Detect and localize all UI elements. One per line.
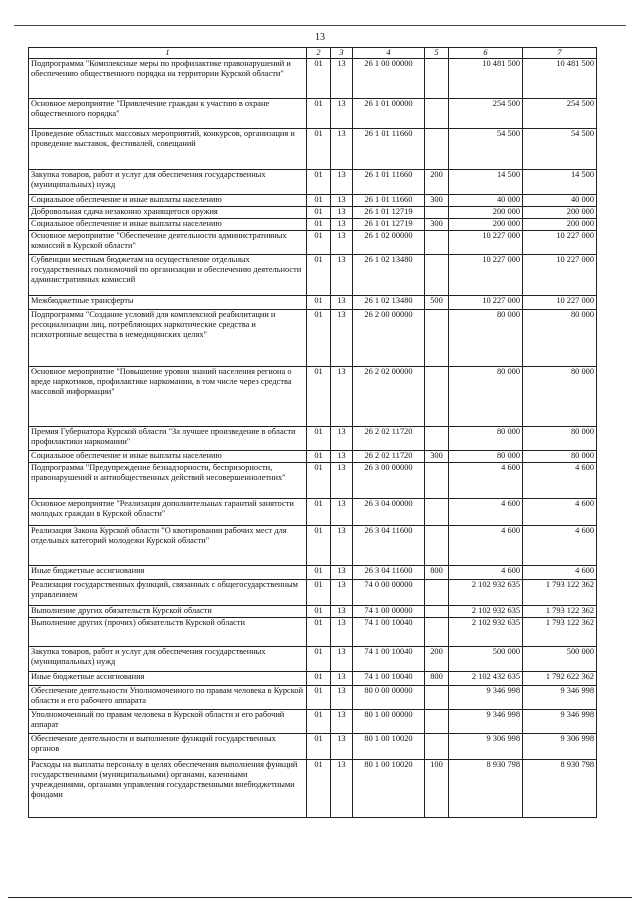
row-name: Субвенции местным бюджетам на осуществление отдельных государственных полномочий по организации и обеспечению деятельности административных комиссий bbox=[29, 255, 307, 296]
row-amount-year1: 40 000 bbox=[449, 195, 523, 207]
row-section: 01 bbox=[307, 195, 331, 207]
row-amount-year1: 4 600 bbox=[449, 499, 523, 526]
row-name: Социальное обеспечение и иные выплаты населению bbox=[29, 195, 307, 207]
row-amount-year1: 10 481 500 bbox=[449, 59, 523, 99]
row-target-code: 26 2 00 00000 bbox=[353, 310, 425, 367]
row-amount-year2: 40 000 bbox=[523, 195, 597, 207]
row-target-code: 26 1 02 13480 bbox=[353, 296, 425, 310]
row-target-code: 80 1 00 10020 bbox=[353, 734, 425, 760]
row-name: Обеспечение деятельности Уполномоченного по правам человека в Курской области и его рабочего аппарата bbox=[29, 686, 307, 710]
row-expense-type bbox=[425, 427, 449, 451]
table-header-row bbox=[29, 48, 597, 59]
row-target-code: 26 1 02 00000 bbox=[353, 231, 425, 255]
row-name: Социальное обеспечение и иные выплаты населению bbox=[29, 451, 307, 463]
row-amount-year2: 10 481 500 bbox=[523, 59, 597, 99]
top-rule bbox=[14, 25, 626, 26]
row-expense-type: 500 bbox=[425, 296, 449, 310]
row-name: Подпрограмма "Создание условий для комплексной реабилитации и ресоциализации лиц, потребляющих наркотические средства и психотропные вещества в немедицинских целях" bbox=[29, 310, 307, 367]
table-row bbox=[29, 686, 597, 710]
row-subsection: 13 bbox=[331, 195, 353, 207]
row-expense-type: 200 bbox=[425, 647, 449, 672]
row-amount-year2: 80 000 bbox=[523, 451, 597, 463]
row-amount-year2: 500 000 bbox=[523, 647, 597, 672]
row-section: 01 bbox=[307, 427, 331, 451]
row-amount-year1: 200 000 bbox=[449, 219, 523, 231]
row-name: Основное мероприятие "Реализация дополнительных гарантий занятости молодых граждан в Курской области" bbox=[29, 499, 307, 526]
row-target-code: 26 1 01 12719 bbox=[353, 219, 425, 231]
table-row bbox=[29, 647, 597, 672]
row-amount-year2: 1 793 122 362 bbox=[523, 606, 597, 618]
row-target-code: 26 1 01 12719 bbox=[353, 207, 425, 219]
row-section: 01 bbox=[307, 672, 331, 686]
row-amount-year2: 254 500 bbox=[523, 99, 597, 129]
row-amount-year1: 80 000 bbox=[449, 451, 523, 463]
row-subsection: 13 bbox=[331, 686, 353, 710]
row-subsection: 13 bbox=[331, 618, 353, 647]
row-expense-type bbox=[425, 580, 449, 606]
row-target-code: 26 3 00 00000 bbox=[353, 463, 425, 499]
row-section: 01 bbox=[307, 451, 331, 463]
row-expense-type bbox=[425, 686, 449, 710]
row-target-code: 74 0 00 00000 bbox=[353, 580, 425, 606]
row-subsection: 13 bbox=[331, 672, 353, 686]
row-name: Проведение областных массовых мероприятий, конкурсов, организация и проведение выставок, фестивалей, совещаний bbox=[29, 129, 307, 170]
row-expense-type: 100 bbox=[425, 760, 449, 818]
row-subsection: 13 bbox=[331, 710, 353, 734]
row-amount-year1: 9 346 998 bbox=[449, 686, 523, 710]
row-name: Основное мероприятие "Привлечение граждан к участию в охране общественного порядка" bbox=[29, 99, 307, 129]
header-col-4: 4 bbox=[353, 48, 425, 59]
row-subsection: 13 bbox=[331, 255, 353, 296]
row-expense-type bbox=[425, 710, 449, 734]
row-amount-year1: 80 000 bbox=[449, 310, 523, 367]
header-col-1: 1 bbox=[29, 48, 307, 59]
row-section: 01 bbox=[307, 463, 331, 499]
row-target-code: 80 1 00 00000 bbox=[353, 710, 425, 734]
budget-table bbox=[28, 47, 597, 818]
row-subsection: 13 bbox=[331, 580, 353, 606]
row-subsection: 13 bbox=[331, 207, 353, 219]
row-amount-year2: 4 600 bbox=[523, 463, 597, 499]
row-section: 01 bbox=[307, 59, 331, 99]
table-row bbox=[29, 310, 597, 367]
row-subsection: 13 bbox=[331, 499, 353, 526]
row-section: 01 bbox=[307, 580, 331, 606]
row-subsection: 13 bbox=[331, 231, 353, 255]
row-amount-year2: 1 793 122 362 bbox=[523, 580, 597, 606]
row-subsection: 13 bbox=[331, 566, 353, 580]
row-amount-year2: 4 600 bbox=[523, 499, 597, 526]
table-row bbox=[29, 296, 597, 310]
table-row bbox=[29, 231, 597, 255]
table-row bbox=[29, 59, 597, 99]
row-subsection: 13 bbox=[331, 427, 353, 451]
table-row bbox=[29, 255, 597, 296]
row-expense-type: 800 bbox=[425, 566, 449, 580]
row-section: 01 bbox=[307, 647, 331, 672]
row-amount-year2: 80 000 bbox=[523, 367, 597, 427]
row-expense-type: 300 bbox=[425, 451, 449, 463]
row-target-code: 74 1 00 10040 bbox=[353, 672, 425, 686]
row-amount-year2: 10 227 000 bbox=[523, 255, 597, 296]
row-section: 01 bbox=[307, 99, 331, 129]
row-name: Выполнение других (прочих) обязательств Курской области bbox=[29, 618, 307, 647]
row-section: 01 bbox=[307, 170, 331, 195]
row-expense-type bbox=[425, 367, 449, 427]
row-target-code: 26 1 01 11660 bbox=[353, 170, 425, 195]
row-expense-type bbox=[425, 606, 449, 618]
row-amount-year1: 200 000 bbox=[449, 207, 523, 219]
row-target-code: 26 1 01 11660 bbox=[353, 195, 425, 207]
row-expense-type: 200 bbox=[425, 170, 449, 195]
row-target-code: 26 1 01 00000 bbox=[353, 99, 425, 129]
row-subsection: 13 bbox=[331, 463, 353, 499]
row-amount-year2: 9 346 998 bbox=[523, 686, 597, 710]
row-section: 01 bbox=[307, 499, 331, 526]
row-subsection: 13 bbox=[331, 310, 353, 367]
row-expense-type bbox=[425, 734, 449, 760]
row-amount-year2: 9 346 998 bbox=[523, 710, 597, 734]
table-row bbox=[29, 672, 597, 686]
table-row bbox=[29, 618, 597, 647]
table-row bbox=[29, 195, 597, 207]
row-name: Подпрограмма "Предупреждение безнадзорности, беспризорности, правонарушений и антиобщественных действий несовершеннолетних" bbox=[29, 463, 307, 499]
row-target-code: 80 1 00 10020 bbox=[353, 760, 425, 818]
row-name: Закупка товаров, работ и услуг для обеспечения государственных (муниципальных) нужд bbox=[29, 647, 307, 672]
row-expense-type bbox=[425, 129, 449, 170]
row-expense-type bbox=[425, 231, 449, 255]
row-amount-year2: 200 000 bbox=[523, 207, 597, 219]
row-section: 01 bbox=[307, 207, 331, 219]
header-col-7: 7 bbox=[523, 48, 597, 59]
row-expense-type bbox=[425, 618, 449, 647]
row-amount-year1: 10 227 000 bbox=[449, 231, 523, 255]
row-name: Выполнение других обязательств Курской области bbox=[29, 606, 307, 618]
row-name: Социальное обеспечение и иные выплаты населению bbox=[29, 219, 307, 231]
row-target-code: 26 1 02 13480 bbox=[353, 255, 425, 296]
row-target-code: 74 1 00 00000 bbox=[353, 606, 425, 618]
table-row bbox=[29, 367, 597, 427]
row-amount-year1: 2 102 932 635 bbox=[449, 618, 523, 647]
row-amount-year1: 14 500 bbox=[449, 170, 523, 195]
row-expense-type bbox=[425, 255, 449, 296]
row-amount-year1: 10 227 000 bbox=[449, 296, 523, 310]
row-subsection: 13 bbox=[331, 219, 353, 231]
table-row bbox=[29, 219, 597, 231]
row-subsection: 13 bbox=[331, 647, 353, 672]
row-amount-year1: 254 500 bbox=[449, 99, 523, 129]
row-section: 01 bbox=[307, 231, 331, 255]
row-amount-year2: 10 227 000 bbox=[523, 296, 597, 310]
row-expense-type bbox=[425, 99, 449, 129]
row-target-code: 26 3 04 11600 bbox=[353, 566, 425, 580]
row-expense-type bbox=[425, 499, 449, 526]
row-name: Основное мероприятие "Повышение уровня знаний населения региона о вреде наркотиков, профилактике наркомании, в том числе через средства массовой информации" bbox=[29, 367, 307, 427]
row-name: Добровольная сдача незаконно хранящегося оружия bbox=[29, 207, 307, 219]
row-amount-year1: 2 102 932 635 bbox=[449, 606, 523, 618]
row-subsection: 13 bbox=[331, 59, 353, 99]
row-name: Уполномоченный по правам человека в Курской области и его рабочий аппарат bbox=[29, 710, 307, 734]
row-amount-year1: 8 930 798 bbox=[449, 760, 523, 818]
row-expense-type: 800 bbox=[425, 672, 449, 686]
header-col-3: 3 bbox=[331, 48, 353, 59]
row-name: Реализация Закона Курской области "О квотировании рабочих мест для отдельных категорий молодежи Курской области" bbox=[29, 526, 307, 566]
row-amount-year2: 14 500 bbox=[523, 170, 597, 195]
row-amount-year1: 4 600 bbox=[449, 463, 523, 499]
row-amount-year1: 80 000 bbox=[449, 427, 523, 451]
table-row bbox=[29, 580, 597, 606]
row-name: Основное мероприятие "Обеспечение деятельности административных комиссий в Курской области" bbox=[29, 231, 307, 255]
row-target-code: 74 1 00 10040 bbox=[353, 647, 425, 672]
row-amount-year2: 1 793 122 362 bbox=[523, 618, 597, 647]
page-number: 13 bbox=[315, 32, 325, 43]
row-amount-year2: 80 000 bbox=[523, 310, 597, 367]
row-name: Премия Губернатора Курской области "За лучшее произведение в области профилактики наркомании" bbox=[29, 427, 307, 451]
row-subsection: 13 bbox=[331, 129, 353, 170]
table-row bbox=[29, 566, 597, 580]
header-col-6: 6 bbox=[449, 48, 523, 59]
row-target-code: 74 1 00 10040 bbox=[353, 618, 425, 647]
row-section: 01 bbox=[307, 310, 331, 367]
row-expense-type bbox=[425, 526, 449, 566]
row-name: Межбюджетные трансферты bbox=[29, 296, 307, 310]
header-col-2: 2 bbox=[307, 48, 331, 59]
row-name: Иные бюджетные ассигнования bbox=[29, 672, 307, 686]
row-section: 01 bbox=[307, 129, 331, 170]
row-amount-year1: 500 000 bbox=[449, 647, 523, 672]
table-body bbox=[29, 59, 597, 818]
row-name: Подпрограмма "Комплексные меры по профилактике правонарушений и обеспечению общественного порядка на территории Курской области" bbox=[29, 59, 307, 99]
row-section: 01 bbox=[307, 219, 331, 231]
table-row bbox=[29, 99, 597, 129]
row-section: 01 bbox=[307, 760, 331, 818]
table-row bbox=[29, 526, 597, 566]
row-target-code: 26 3 04 11600 bbox=[353, 526, 425, 566]
row-section: 01 bbox=[307, 566, 331, 580]
row-section: 01 bbox=[307, 367, 331, 427]
row-section: 01 bbox=[307, 296, 331, 310]
bottom-rule bbox=[8, 897, 632, 898]
row-amount-year1: 54 500 bbox=[449, 129, 523, 170]
row-name: Иные бюджетные ассигнования bbox=[29, 566, 307, 580]
row-section: 01 bbox=[307, 686, 331, 710]
row-expense-type bbox=[425, 59, 449, 99]
row-amount-year2: 9 306 998 bbox=[523, 734, 597, 760]
row-subsection: 13 bbox=[331, 606, 353, 618]
row-subsection: 13 bbox=[331, 526, 353, 566]
row-section: 01 bbox=[307, 734, 331, 760]
row-target-code: 26 1 01 11660 bbox=[353, 129, 425, 170]
row-subsection: 13 bbox=[331, 760, 353, 818]
row-amount-year2: 8 930 798 bbox=[523, 760, 597, 818]
row-expense-type: 300 bbox=[425, 219, 449, 231]
table-row bbox=[29, 451, 597, 463]
row-amount-year2: 10 227 000 bbox=[523, 231, 597, 255]
row-target-code: 26 2 02 11720 bbox=[353, 427, 425, 451]
row-target-code: 26 3 04 00000 bbox=[353, 499, 425, 526]
row-amount-year1: 80 000 bbox=[449, 367, 523, 427]
row-name: Обеспечение деятельности и выполнение функций государственных органов bbox=[29, 734, 307, 760]
table-row bbox=[29, 606, 597, 618]
row-subsection: 13 bbox=[331, 99, 353, 129]
row-expense-type bbox=[425, 310, 449, 367]
row-target-code: 26 2 02 11720 bbox=[353, 451, 425, 463]
row-amount-year2: 200 000 bbox=[523, 219, 597, 231]
row-name: Расходы на выплаты персоналу в целях обеспечения выполнения функций государственными (муниципальными) органами, казенными учреждениями, органами управления государственными внебюджетными фондами bbox=[29, 760, 307, 818]
row-amount-year1: 9 346 998 bbox=[449, 710, 523, 734]
header-col-5: 5 bbox=[425, 48, 449, 59]
row-subsection: 13 bbox=[331, 451, 353, 463]
row-name: Закупка товаров, работ и услуг для обеспечения государственных (муниципальных) нужд bbox=[29, 170, 307, 195]
row-amount-year1: 4 600 bbox=[449, 526, 523, 566]
row-amount-year1: 2 102 432 635 bbox=[449, 672, 523, 686]
row-section: 01 bbox=[307, 526, 331, 566]
row-target-code: 80 0 00 00000 bbox=[353, 686, 425, 710]
row-target-code: 26 1 00 00000 bbox=[353, 59, 425, 99]
row-expense-type bbox=[425, 463, 449, 499]
row-expense-type: 300 bbox=[425, 195, 449, 207]
row-name: Реализация государственных функций, связанных с общегосударственным управлением bbox=[29, 580, 307, 606]
table-row bbox=[29, 170, 597, 195]
row-target-code: 26 2 02 00000 bbox=[353, 367, 425, 427]
table-row bbox=[29, 427, 597, 451]
table-row bbox=[29, 129, 597, 170]
row-amount-year2: 4 600 bbox=[523, 526, 597, 566]
row-amount-year1: 10 227 000 bbox=[449, 255, 523, 296]
table-row bbox=[29, 734, 597, 760]
row-amount-year1: 9 306 998 bbox=[449, 734, 523, 760]
table-row bbox=[29, 710, 597, 734]
row-amount-year1: 4 600 bbox=[449, 566, 523, 580]
row-amount-year2: 54 500 bbox=[523, 129, 597, 170]
table-row bbox=[29, 760, 597, 818]
table-row bbox=[29, 207, 597, 219]
row-amount-year1: 2 102 932 635 bbox=[449, 580, 523, 606]
row-subsection: 13 bbox=[331, 367, 353, 427]
row-subsection: 13 bbox=[331, 734, 353, 760]
row-section: 01 bbox=[307, 255, 331, 296]
row-amount-year2: 80 000 bbox=[523, 427, 597, 451]
row-section: 01 bbox=[307, 710, 331, 734]
row-section: 01 bbox=[307, 618, 331, 647]
row-section: 01 bbox=[307, 606, 331, 618]
row-amount-year2: 1 792 622 362 bbox=[523, 672, 597, 686]
row-subsection: 13 bbox=[331, 296, 353, 310]
table-row bbox=[29, 463, 597, 499]
row-expense-type bbox=[425, 207, 449, 219]
row-amount-year2: 4 600 bbox=[523, 566, 597, 580]
table-row bbox=[29, 499, 597, 526]
row-subsection: 13 bbox=[331, 170, 353, 195]
